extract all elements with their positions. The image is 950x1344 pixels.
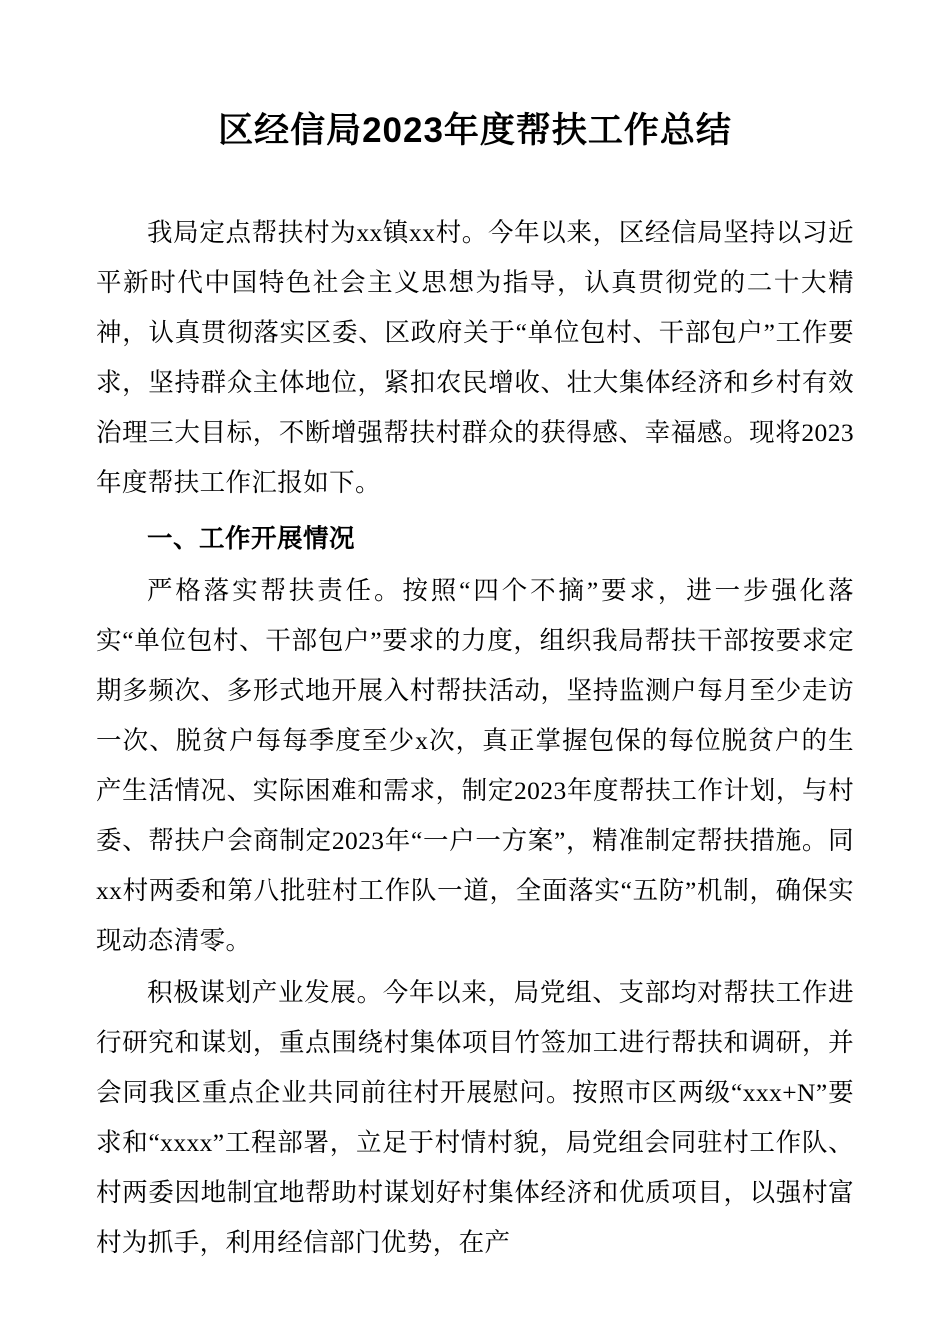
section-heading-1: 一、工作开展情况 [147,524,356,553]
page-title: 区经信局2023年度帮扶工作总结 [218,111,732,150]
paragraph-industry: 积极谋划产业发展。今年以来，局党组、支部均对帮扶工作进行研究和谋划，重点围绕村集体项目竹签加工进行帮扶和调研，并会同我区重点企业共同前往村开展慰问。按照市区两级“xxx+N”要求和“xxxx”工程部署，立足于村情村貌，局党组会同驻村工作队、村两委因地制宜地帮助村谋划好村集体经济和优质项目，以强村富村为抓手，利用经信部门优势，在产 [96,977,854,1257]
paragraph-intro: 我局定点帮扶村为xx镇xx村。今年以来，区经信局坚持以习近平新时代中国特色社会主义思想为指导，认真贯彻党的二十大精神，认真贯彻落实区委、区政府关于“单位包村、干部包户”工作要求，坚持群众主体地位，紧扣农民增收、壮大集体经济和乡村有效治理三大目标，不断增强帮扶村群众的获得感、幸福感。现将2023年度帮扶工作汇报如下。 [96,217,854,497]
paragraph-responsibility: 严格落实帮扶责任。按照“四个不摘”要求，进一步强化落实“单位包村、干部包户”要求的力度，组织我局帮扶干部按要求定期多频次、多形式地开展入村帮扶活动，坚持监测户每月至少走访一次、脱贫户每每季度至少x次，真正掌握包保的每位脱贫户的生产生活情况、实际困难和需求，制定2023年度帮扶工作计划，与村委、帮扶户会商制定2023年“一户一方案”，精准制定帮扶措施。同xx村两委和第八批驻村工作队一道，全面落实“五防”机制，确保实现动态清零。 [96,575,854,955]
